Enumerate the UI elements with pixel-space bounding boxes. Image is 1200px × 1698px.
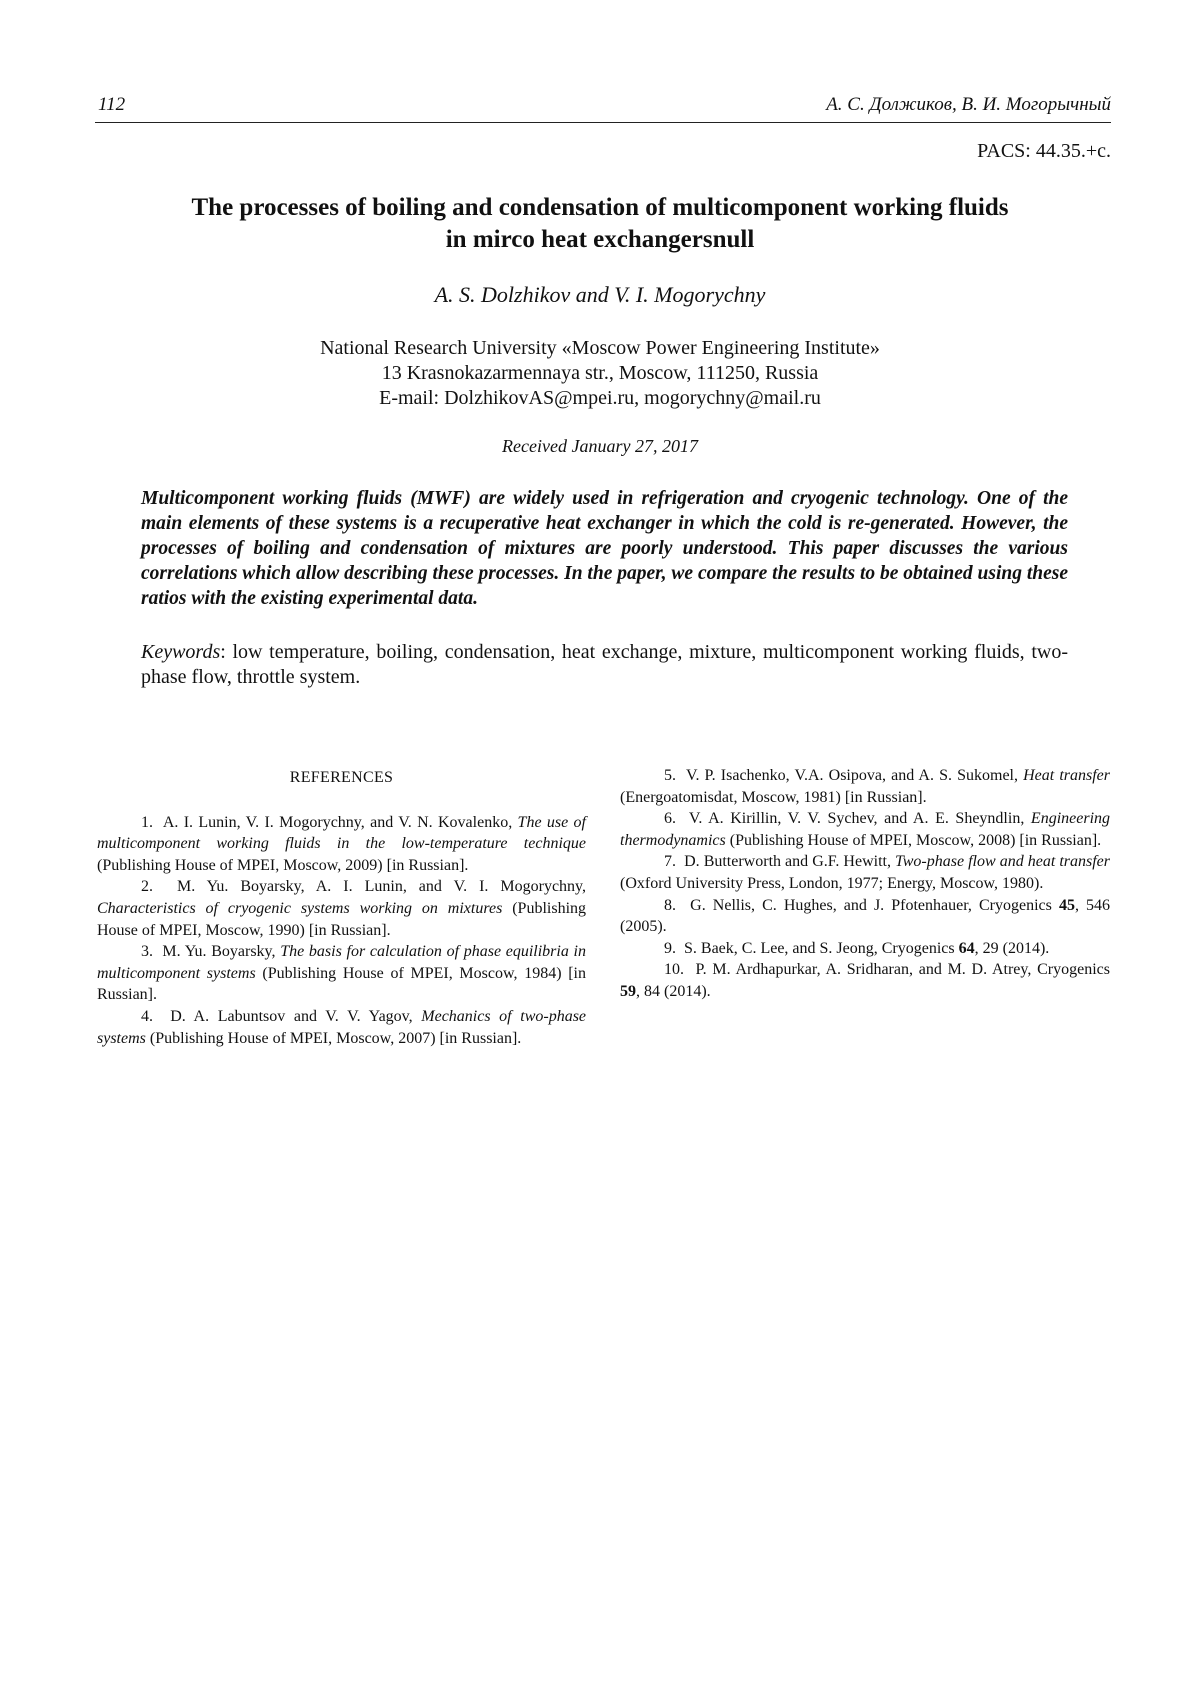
reference-item [620, 808, 1110, 851]
reference-title: The use of multicomponent working fluids in the low-temperature technique [97, 813, 587, 853]
paper-authors: A. S. Dolzhikov and V. I. Mogorychny [434, 282, 766, 307]
reference-item [97, 1006, 586, 1049]
reference-volume: 64 [958, 939, 975, 957]
reference-title: Two-phase flow and heat transfer [895, 853, 1111, 871]
running-header [95, 92, 1111, 123]
reference-authors: P. M. Ardhapurkar, A. Sridharan, and M. D. Atrey, Cryogenics [695, 961, 1111, 979]
reference-number: 7. [664, 853, 676, 871]
reference-number: 6. [664, 810, 676, 828]
reference-details: (Publishing House of MPEI, Moscow, 1990) [in Russian]. [97, 899, 587, 939]
references-column-right [620, 765, 1110, 1003]
paper-title [100, 192, 1100, 256]
reference-authors: M. Yu. Boyarsky, [162, 943, 276, 961]
reference-details: (Energoatomisdat, Moscow, 1981) [in Russian]. [620, 788, 927, 806]
reference-title: Heat transfer [1023, 767, 1111, 784]
reference-details: (Publishing House of MPEI, Moscow, 1984) [in Russian]. [97, 964, 586, 1004]
page-number: 112 [98, 94, 126, 115]
reference-item [97, 812, 586, 877]
reference-title: The basis for calculation of phase equilibria in multicomponent systems [97, 943, 587, 982]
reference-authors: V. P. Isachenko, V.A. Osipova, and A. S. Sukomel, [685, 767, 1018, 784]
reference-authors: A. I. Lunin, V. I. Mogorychny, and V. N. Kovalenko, [162, 813, 513, 831]
pacs-code: PACS: 44.35.+c. [977, 140, 1111, 162]
reference-details: (Oxford University Press, London, 1977; Energy, Moscow, 1980). [620, 874, 1044, 892]
reference-title: Engineering thermodynamics [620, 810, 1111, 849]
reference-item [97, 941, 586, 1006]
reference-title: Characteristics of cryogenic systems working on mixtures [97, 899, 503, 917]
reference-details: , 29 (2014). [974, 939, 1050, 957]
reference-item [620, 959, 1110, 1002]
references-heading: REFERENCES [289, 769, 394, 786]
reference-number: 8. [664, 896, 676, 914]
abstract: Multicomponent working fluids (MWF) are widely used in refrigeration and cryogenic technology. One of the main elements of these systems is a recuperative heat exchanger in which the cold is re-generated. However, the processes of boiling and condensation of mixtures are poorly understood. This paper discusses the various correlations which allow describing these processes. In the paper, we compare the results to be obtained using these ratios with the existing experimental data. [141, 488, 1068, 609]
reference-authors: D. Butterworth and G.F. Hewitt, [684, 853, 891, 871]
reference-authors: V. A. Kirillin, V. V. Sychev, and A. E. Sheyndlin, [688, 810, 1025, 828]
reference-volume: 45 [1058, 896, 1075, 914]
paper-title-line-1: The processes of boiling and condensation of multicomponent working fluids [191, 194, 1009, 221]
reference-number: 4. [141, 1007, 153, 1025]
reference-authors: D. A. Labuntsov and V. V. Yagov, [170, 1007, 413, 1025]
reference-authors: G. Nellis, C. Hughes, and J. Pfotenhauer, Cryogenics [690, 896, 1052, 914]
reference-authors: M. Yu. Boyarsky, A. I. Lunin, and V. I. Mogorychny, [176, 878, 586, 896]
running-header-authors: А. С. Должиков, В. И. Могорычный [826, 94, 1111, 115]
reference-details: (Publishing House of MPEI, Moscow, 2008) [in Russian]. [729, 831, 1102, 849]
reference-number: 10. [664, 961, 684, 979]
affiliation-email: E-mail: DolzhikovAS@mpei.ru, mogorychny@mail.ru [379, 387, 821, 409]
keywords-label: Keywords [141, 641, 221, 663]
affiliation-institution: National Research University «Moscow Power Engineering Institute» [320, 337, 880, 359]
reference-item [620, 851, 1110, 894]
keywords [141, 640, 1068, 690]
reference-item [620, 765, 1110, 808]
reference-details: , 84 (2014). [636, 982, 711, 1000]
reference-number: 2. [141, 878, 153, 896]
received-date: Received January 27, 2017 [502, 436, 698, 456]
reference-number: 5. [664, 767, 676, 784]
reference-number: 1. [141, 813, 153, 831]
affiliation-address: 13 Krasnokazarmennaya str., Moscow, 111250, Russia [381, 362, 819, 384]
reference-title: Mechanics of two-phase systems [97, 1007, 587, 1047]
reference-authors: S. Baek, C. Lee, and S. Jeong, Cryogenics [684, 939, 955, 957]
reference-item [620, 938, 1110, 960]
reference-item [97, 876, 586, 941]
reference-details: , 546 (2005). [620, 896, 1111, 936]
reference-number: 9. [664, 939, 676, 957]
paper-title-line-2: in mirco heat exchangersnull [445, 226, 755, 253]
reference-volume: 59 [620, 982, 636, 1000]
reference-item [620, 895, 1110, 938]
reference-details: (Publishing House of MPEI, Moscow, 2007) [in Russian]. [149, 1029, 522, 1047]
references-column-left [97, 765, 586, 1049]
reference-details: (Publishing House of MPEI, Moscow, 2009) [in Russian]. [97, 856, 469, 874]
affiliation [100, 336, 1100, 411]
keywords-text: : low temperature, boiling, condensation, heat exchange, mixture, multicomponent working fluids, two-phase flow, throttle system. [141, 641, 1068, 688]
reference-number: 3. [141, 943, 153, 961]
